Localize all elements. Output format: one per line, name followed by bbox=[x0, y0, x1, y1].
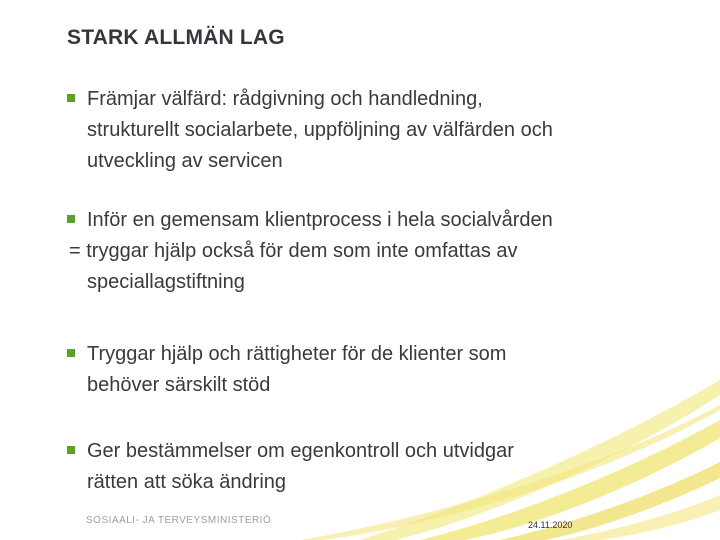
footer-organization: SOSIAALI- JA TERVEYSMINISTERIÖ bbox=[86, 515, 272, 526]
bullet-line: Tryggar hjälp och rättigheter för de klienter som bbox=[87, 343, 507, 365]
footer-date: 24.11.2020 bbox=[528, 520, 573, 530]
bullet-line: behöver särskilt stöd bbox=[87, 374, 271, 396]
bullet-line: Främjar välfärd: rådgivning och handledning, bbox=[87, 88, 483, 110]
bullet-line: = tryggar hjälp också för dem som inte omfattas av bbox=[69, 240, 518, 262]
square-bullet-icon bbox=[67, 215, 75, 223]
square-bullet-icon bbox=[67, 446, 75, 454]
bullet-line: utveckling av servicen bbox=[87, 150, 283, 172]
bullet-line: rätten att söka ändring bbox=[87, 471, 287, 493]
slide-title: STARK ALLMÄN LAG bbox=[67, 26, 285, 49]
bullet-item bbox=[67, 84, 667, 177]
bullet-line: Inför en gemensam klientprocess i hela socialvården bbox=[87, 209, 553, 231]
square-bullet-icon bbox=[67, 94, 75, 102]
bullet-item bbox=[67, 339, 667, 401]
bullet-item bbox=[67, 436, 667, 498]
bullet-line: Ger bestämmelser om egenkontroll och utvidgar bbox=[87, 440, 514, 462]
bullet-line: strukturellt socialarbete, uppföljning av välfärden och bbox=[87, 119, 553, 141]
square-bullet-icon bbox=[67, 349, 75, 357]
bullet-line: speciallagstiftning bbox=[87, 271, 245, 293]
bullet-item bbox=[67, 205, 667, 298]
